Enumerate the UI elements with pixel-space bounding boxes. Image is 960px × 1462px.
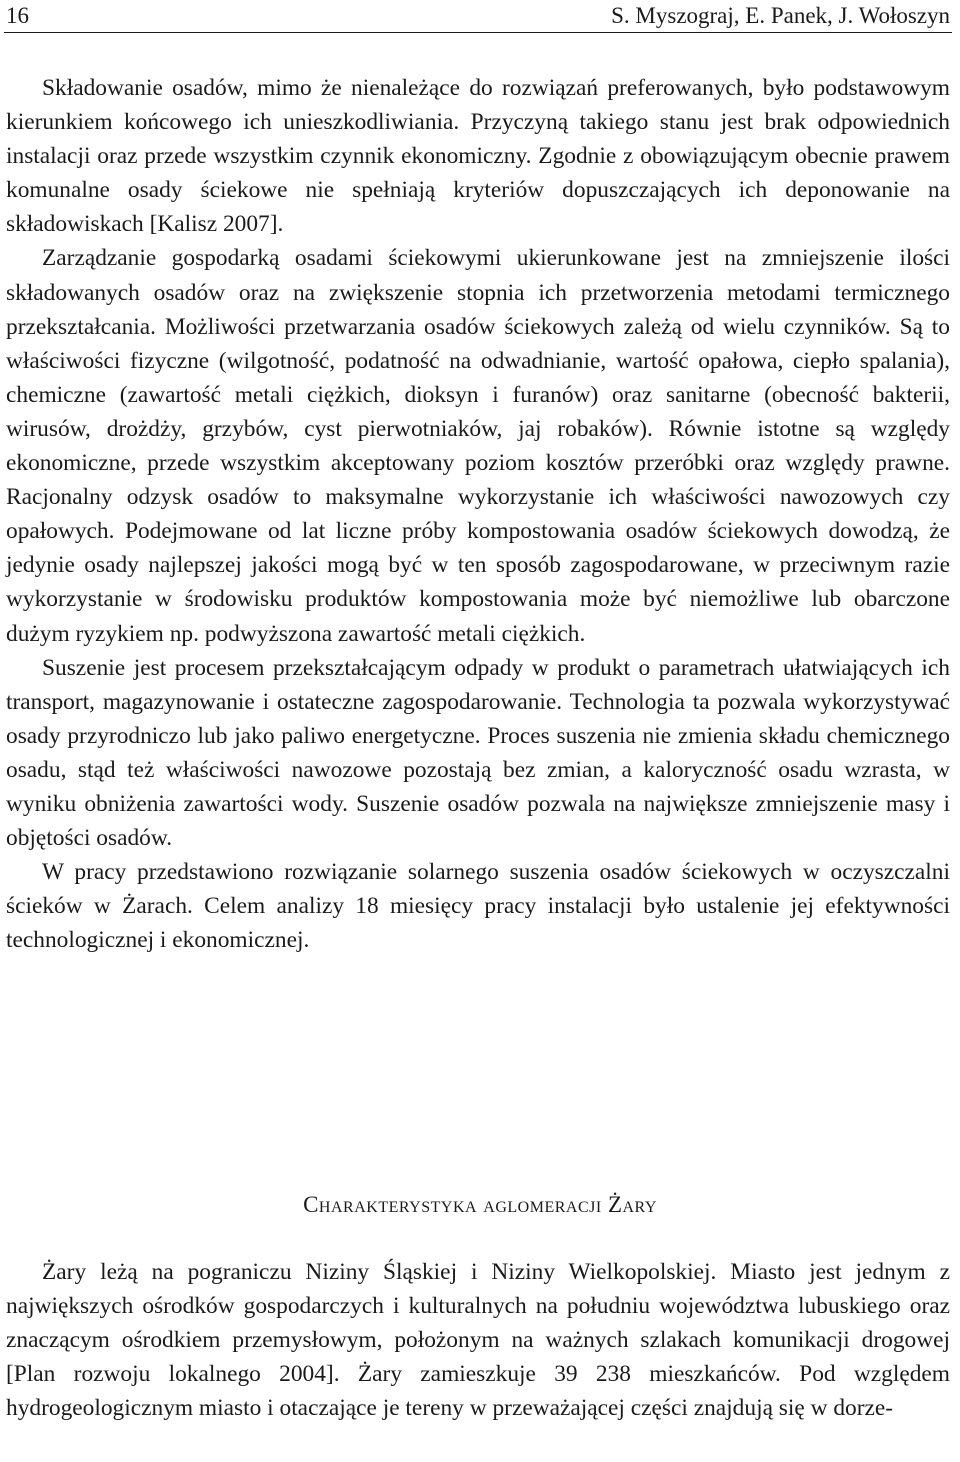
section-heading: Charakterystyka aglomeracji Żary (303, 1192, 657, 1217)
page-number: 16 (6, 3, 29, 28)
running-header-authors: S. Myszograj, E. Panek, J. Wołoszyn (611, 3, 950, 28)
section-text (6, 1255, 950, 1425)
paragraph-zary-description: Żary leżą na pograniczu Niziny Śląskiej i Niziny Wielkopolskiej. Miasto jest jednym z największych ośrodków gospodarczych i kulturalnych na południu województwa lubuskiego oraz znaczącym ośrodkiem przemysłowym, położonym na ważnych szlakach komunikacji drogowej [Plan rozwoju lokalnego 2004]. Żary zamieszkuje 39 238 mieszkańców. Pod względem hydrogeologicznym miasto i otaczające je tereny w przeważającej części znajdują się w dorze- (6, 1259, 950, 1422)
paragraph-landfilling: Składowanie osadów, mimo że nienależące do rozwiązań preferowanych, było podstawowym kierunkiem końcowego ich unieszkodliwiania. Przyczyną takiego stanu jest brak odpowiednich instalacji oraz przede wszystkim czynnik ekonomiczny. Zgodnie z obowiązującym obecnie prawem komunalne osady ściekowe nie spełniają kryteriów dopuszczających ich deponowanie na składowiskach [Kalisz 2007]. (6, 75, 950, 238)
body-text (6, 71, 950, 957)
paragraph-sludge-management: Zarządzanie gospodarką osadami ściekowymi ukierunkowane jest na zmniejszenie ilości składowanych osadów oraz na zwiększenie stopnia ich przetworzenia metodami termicznego przekształcania. Możliwości przetwarzania osadów ściekowych zależą od wielu czynników. Są to właściwości fizyczne (wilgotność, podatność na odwadnianie, wartość opałowa, ciepło spalania), chemiczne (zawartość metali ciężkich, dioksyn i furanów) oraz sanitarne (obecność bakterii, wirusów, drożdży, grzybów, cyst pierwotniaków, jaj robaków). Równie istotne są względy ekonomiczne, przede wszystkim akceptowany poziom kosztów przeróbki oraz względy prawne. Racjonalny odzysk osadów to maksymalne wykorzystanie ich właściwości nawozowych czy opałowych. Podejmowane od lat liczne próby kompostowania osadów ściekowych dowodzą, że jedynie osady najlepszej jakości mogą być w ten sposób zagospodarowane, w przeciwnym razie wykorzystanie w środowisku produktów kompostowania może być niemożliwe lub obarczone dużym ryzykiem np. podwyższona zawartość metali ciężkich. (6, 245, 950, 647)
running-header (4, 2, 952, 33)
paragraph-drying: Suszenie jest procesem przekształcającym odpady w produkt o parametrach ułatwiających ich transport, magazynowanie i ostateczne zagospodarowanie. Technologia ta pozwala wykorzystywać osady przyrodniczo lub jako paliwo energetyczne. Proces suszenia nie zmienia składu chemicznego osadu, stąd też właściwości nawozowe pozostają bez zmian, a kaloryczność osadu wzrasta, w wyniku obniżenia zawartości wody. Suszenie osadów pozwala na największe zmniejszenie masy i objętości osadów. (6, 654, 950, 852)
paragraph-study-aim: W pracy przedstawiono rozwiązanie solarnego suszenia osadów ściekowych w oczyszczalni ścieków w Żarach. Celem analizy 18 miesięcy pracy instalacji było ustalenie jej efektywności technologicznej i ekonomicznej. (6, 859, 950, 954)
